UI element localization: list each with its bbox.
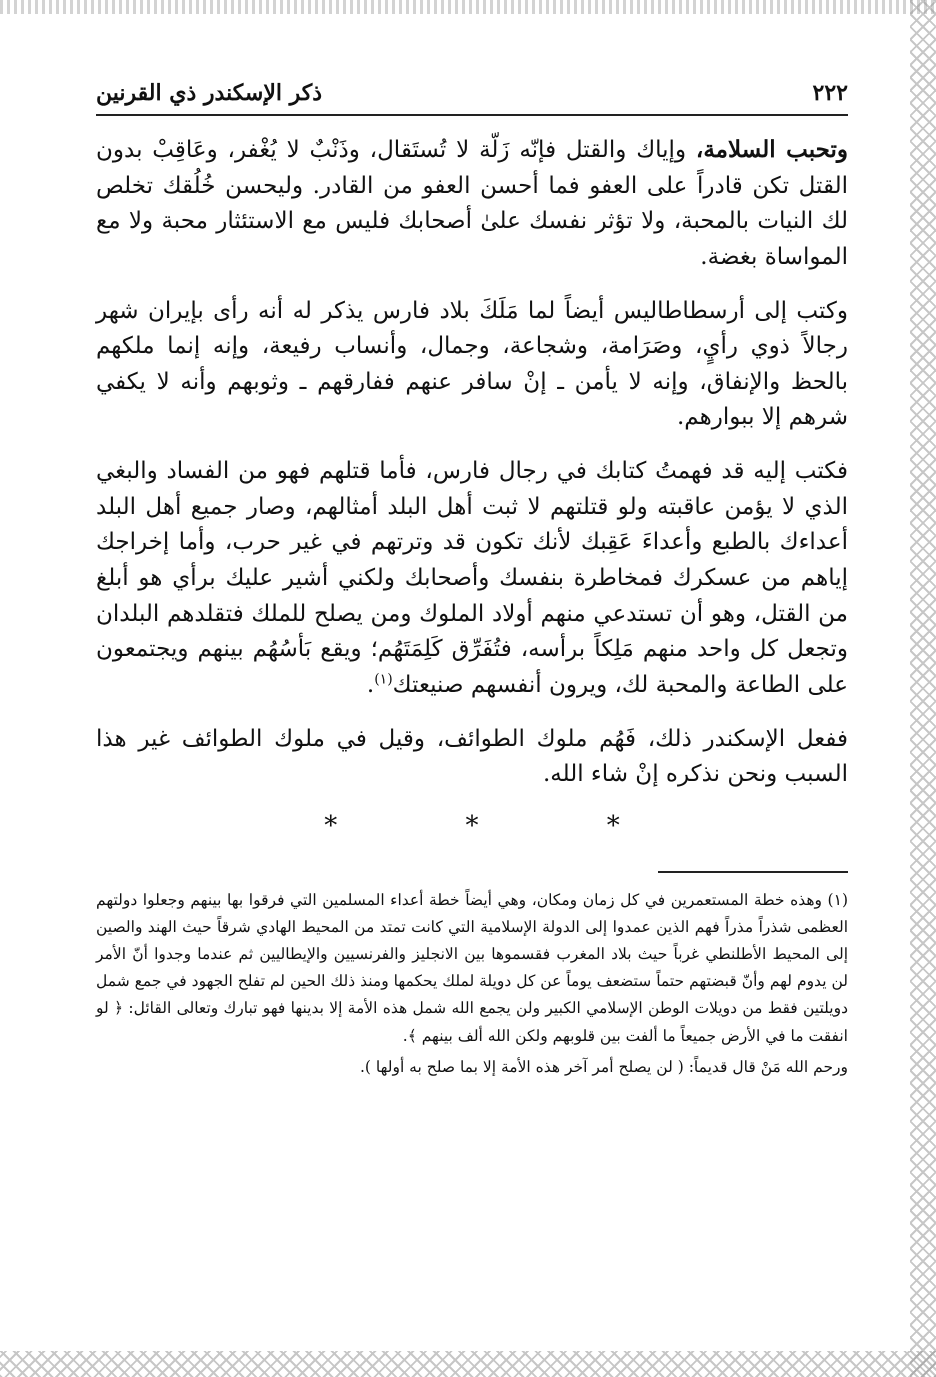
book-page	[96, 70, 848, 1081]
paragraph-3-end: .	[366, 671, 375, 698]
footnote-divider	[658, 871, 848, 873]
paragraph-3-text: فكتب إليه قد فهمتُ كتابك في رجال فارس، فأما قتلهم فهو من الفساد والبغي الذي لا يؤمن عاقبته ولو قتلتهم لا ثبت أهل البلد أمثالهم، وصار جميع أهل البلد أعداءك بالطبع وأعداءَ عَقِبك لأنك تكون قد وترتهم في غير حرب، وأما إخراجك إياهم من عسكرك فمخاطرة بنفسك وأصحابك ولكني أشير عليك برأي هو أبلغ من القتل، وهو أن تستدعي منهم أولاد الملوك ومن يصلح للملك فتقلدهم البلدان وتجعل كل واحد منهم مَلِكاً برأسه، فتُفَرِّق كَلِمَتَهُم؛ ويقع بَأسُهُم بينهم ويجتمعون على الطاعة والمحبة لك، ويرون أنفسهم صنيعتك	[96, 458, 848, 698]
paragraph-2: وكتب إلى أرسطاطاليس أيضاً لما مَلَكَ بلاد فارس يذكر له أنه رأى بإيران شهر رجالاً ذوي رأيٍ، وصَرَامة، وشجاعة، وجمال، وأنساب رفيعة، وإنه إنما ملكهم بالحظ والإنفاق، وإنه لا يأمن ـ إنْ سافر عنهم ففارقهم ـ وثوبهم وأنه لا يكفي شرهم إلا ببوارهم.	[96, 297, 848, 431]
decorative-border-right	[910, 0, 936, 1377]
decorative-border-top	[0, 0, 936, 14]
paragraph-1-bold-lead: وتحبب السلامة،	[695, 136, 848, 163]
section-separator-asterisks: * * *	[324, 810, 680, 841]
paragraph-1	[96, 132, 848, 276]
footnote-1-closing-line: ورحم الله مَنْ قال قديماً: ( لن يصلح أمر آخر هذه الأمة إلا بما صلح به أولها ).	[359, 1057, 848, 1076]
decorative-border-bottom	[0, 1351, 936, 1377]
footnote-1: (١) وهذه خطة المستعمرين في كل زمان ومكان، وهي أيضاً خطة أعداء المسلمين التي فرقوا بها بينهم وجعلوا دولتهم العظمى شذراً مذراً فهم الذين عمدوا إلى الدولة الإسلامية التي كانت تمتد من المحيط الهادي شرقاً حيث الهند والصين إلى المحيط الأطلنطي غرباً حيث بلاد المغرب فقسموها بين الانجليز والفرنسيين والإيطاليين ثم عندما وجدوا أنّ الأمر لن يدوم لهم وأنّ قبضتهم حتماً ستضعف يوماً عن كل دويلة لملك يحكمها ومنذ ذلك الحين لم تفلح الجهود في جمع شمل دويلتين فقط من دويلات الوطن الإسلامي الكبير ولن يجمع الله شمل هذه الأمة إلا بدينها فهو تبارك وتعالى القائل: ﴿ لو انفقت ما في الأرض جميعاً ما ألفت بين قلوبهم ولكن الله ألف بينهم ﴾.	[96, 890, 848, 1045]
paragraph-4: ففعل الإسكندر ذلك، فَهُم ملوك الطوائف، وقيل في ملوك الطوائف غير هذا السبب ونحن نذكره إنْ شاء الله.	[96, 725, 848, 788]
paragraph-3	[96, 454, 848, 703]
page-number: ٢٢٢	[812, 80, 848, 106]
paragraph-1-text: وإياك والقتل فإنّه زَلّة لا تُستَقال، وذَنْبٌ لا يُغْفر، وعَاقِبْ بدون القتل تكن قادراً على العفو فما أحسن العفو من القادر. وليحسن خُلُقك تخلص لك النيات بالمحبة، ولا تؤثر نفسك علىٰ أصحابك فليس مع الاستئثار محبة ولا مع المواساة بغضة.	[96, 137, 848, 270]
page-header	[96, 70, 848, 116]
footnote-reference[interactable]: (١)	[374, 671, 393, 688]
running-title: ذكر الإسكندر ذي القرنين	[96, 80, 323, 106]
